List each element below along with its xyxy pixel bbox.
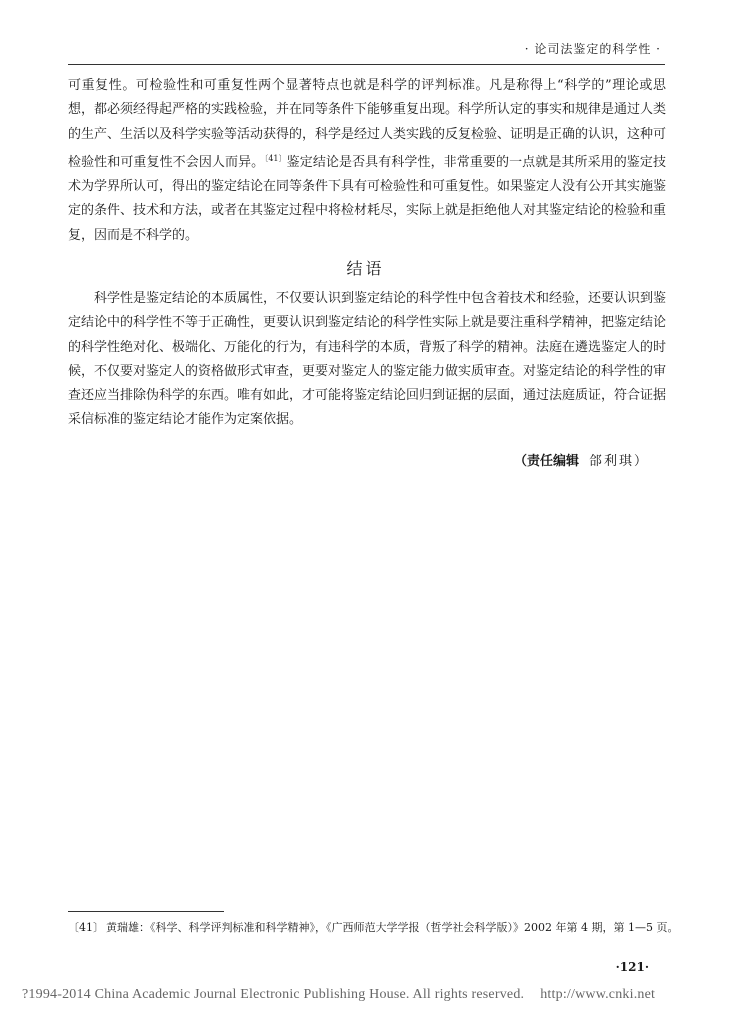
copyright-text: ?1994-2014 China Academic Journal Electronic Publishing House. All rights reserved. — [22, 987, 525, 1002]
paragraph-2: 科学性是鉴定结论的本质属性，不仅要认识到鉴定结论的科学性中包含着技术和经验，还要认识到鉴定结论中的科学性不等于正确性，更要认识到鉴定结论的科学性实际上就是要注重科学精神，把鉴定结论的科学性绝对化、极端化、万能化的行为，有违科学的本质，背叛了科学的精神。法庭在遴选鉴定人的时候，不仅要对鉴定人的资格做形式审查，更要对鉴定人的鉴定能力做实质审查。对鉴定结论的科学性的审查还应当排除伪科学的东西。唯有如此，才可能将鉴定结论回归到证据的层面，通过法庭质证，符合证据采信标准的鉴定结论才能作为定案依据。 — [68, 291, 667, 428]
cnki-link[interactable]: http://www.cnki.net — [540, 987, 656, 1002]
paragraph-1 — [68, 74, 666, 248]
paragraph-1-text-b: 鉴定结论是否具有科学性，非常重要的一点就是其所采用的鉴定技术为学界所认可，得出的鉴定结论在同等条件下具有可检验性和可重复性。如果鉴定人没有公开其实施鉴定的条件、技术和方法，或者在其鉴定过程中将检材耗尽，实际上就是拒绝他人对其鉴定结论的检验和重复，因而是不科学的。 — [68, 154, 667, 243]
footnote-41 — [68, 920, 679, 936]
header-rule — [68, 64, 665, 65]
footnote-mark: 〔41〕 — [68, 921, 104, 934]
editor-label: （责任编辑 — [513, 454, 579, 469]
editor-credit — [514, 450, 649, 469]
page-number: ·121· — [615, 960, 649, 974]
footnote-rule — [68, 911, 224, 912]
paragraph-1-text-a: 可重复性。可检验性和可重复性两个显著特点也就是科学的评判标准。凡是称得上“科学的”理论或思想，都必须经得起严格的实践检验，并在同等条件下能够重复出现。科学所认定的事实和规律是通过人类的生产、生活以及科学实验等活动获得的，科学是经过人类实践的反复检验、证明是正确的认识，这种可检验性和可重复性不会因人而异。 — [68, 78, 667, 170]
editor-name: 郃利琪） — [588, 454, 649, 469]
copyright-line — [22, 987, 655, 1003]
reference-mark-41[interactable]: 〔41〕 — [264, 153, 287, 163]
running-title: · 论司法鉴定的科学性 · — [524, 42, 661, 56]
section-heading-conclusion: 结语 — [346, 259, 385, 278]
footnote-text: 黄瑞雄：《科学、科学评判标准和科学精神》，《广西师范大学学报（哲学社会科学版）》2002 年第 4 期，第 1—5 页。 — [106, 921, 679, 934]
